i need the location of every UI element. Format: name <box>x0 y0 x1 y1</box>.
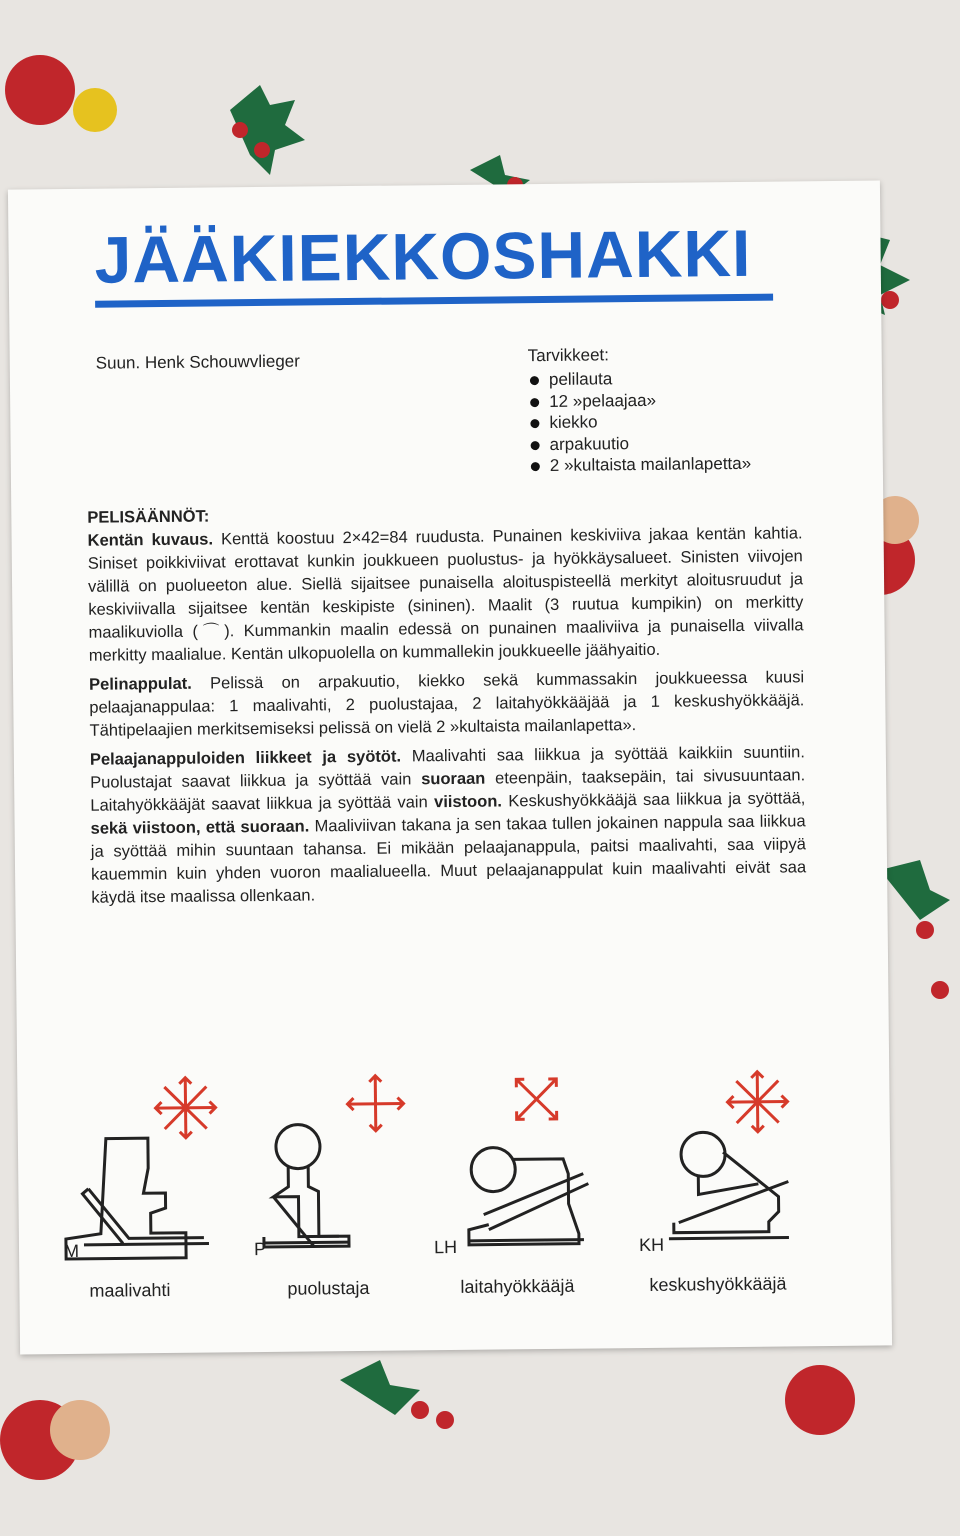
instruction-sheet <box>8 180 892 1354</box>
defender-piece-icon <box>247 1065 429 1267</box>
piece-defender <box>247 1065 430 1317</box>
piece-code: P <box>253 1238 267 1260</box>
all-directions-icon <box>727 1071 788 1132</box>
straight-arrows-icon <box>347 1076 404 1132</box>
rule-text: Kenttä koostuu 2×42=84 ruudusta. Punainen keskiviiva jakaa kentän kahtia. Siniset poikkiviivat erottavat kunkin joukkueen puolustus- ja hyökkäysalueet. Sinisten viivojen välillä on puolueeton alue. Siellä sijaitsee punaisella aloituspisteellä merkityt aloitusruudut ja keskiviivalla sijaitsee kentän keskipiste (sininen). Maalit (3 ruutua kumpikin) on merkitty maalikuviolla (⌒). Kummankin maalin edessä on punainen maaliviiva ja punaisella viivalla merkitty maalialue. Kentän ulkopuolella on kummallekin joukkueelle jäähyaitio. <box>87 524 804 665</box>
piece-name: maalivahti <box>89 1279 171 1301</box>
diagonal-arrows-icon <box>516 1079 556 1119</box>
piece-name: laitahyökkääjä <box>460 1275 575 1297</box>
piece-name: puolustaja <box>287 1277 370 1299</box>
supply-item: pelilauta <box>528 367 751 391</box>
piece-name: keskushyökkääjä <box>649 1273 787 1295</box>
supply-item: 12 »pelaajaa» <box>528 388 751 412</box>
supply-item: kiekko <box>528 410 751 434</box>
rules-section <box>87 499 806 915</box>
author-credit: Suun. Henk Schouwvlieger <box>95 351 300 373</box>
rule-paragraph-pieces <box>89 666 805 742</box>
rule-text: Pelissä on arpakuutio, kiekko sekä kummassakin joukkueessa kuusi pelaajanappulaa: 1 maalivahti, 2 puolustajaa, 2 laitahyökkääjää ja 1 keskushyökkääjä. Tähtipelaajien merkitsemiseksi pelissä on vielä 2 »kultaista mailanlapetta». <box>89 668 805 740</box>
page-title: JÄÄKIEKKOSHAKKI <box>94 215 752 297</box>
rule-emphasis: viistoon. <box>434 792 503 812</box>
piece-legend <box>57 1061 850 1329</box>
rule-lead: Pelinappulat. <box>89 674 192 694</box>
piece-goalkeeper <box>57 1067 240 1319</box>
supplies-list <box>528 344 752 477</box>
title-underline <box>95 294 773 308</box>
wing-forward-piece-icon <box>432 1063 614 1265</box>
rule-emphasis: suoraan <box>421 769 486 789</box>
rule-emphasis: sekä viistoon, että suoraan. <box>90 817 310 838</box>
all-directions-icon <box>155 1077 216 1138</box>
rule-text: Keskushyökkääjä saa liikkua ja syöttää, <box>501 789 806 811</box>
piece-code: KH <box>638 1234 665 1256</box>
supply-item: 2 »kultaista mailanlapetta» <box>529 453 752 477</box>
rule-text: eteenpäin, taaksepäin, tai sivusuuntaan. Laitahyökkääjät saavat liikkua ja syöttää vain <box>90 766 806 815</box>
rule-lead: Pelaajanappuloiden liikkeet ja syötöt. <box>89 747 402 769</box>
rule-text: Maalivahti saa liikkua ja syöttää kaikkiin suuntiin. Puolustajat saavat liikkua ja syöttää vain <box>90 743 805 792</box>
supplies-heading: Tarvikkeet: <box>527 345 610 366</box>
supply-item: arpakuutio <box>529 431 752 455</box>
piece-code: LH <box>433 1236 458 1258</box>
rule-lead: Kentän kuvaus. <box>87 530 214 550</box>
goalkeeper-piece-icon <box>57 1067 239 1269</box>
rule-paragraph-moves <box>90 741 807 909</box>
piece-centre-forward <box>637 1061 820 1313</box>
centre-forward-piece-icon <box>637 1061 819 1263</box>
rule-paragraph-field <box>87 522 803 667</box>
rule-text: Maaliviivan takana ja sen takaa tullen jokainen nappula saa liikkua ja syöttää mihin suuntaan tahansa. Ei mikään pelaajanappula, paitsi maalivahti, saa viipyä kauemmin kuin yhden vuoron maalialueella. Muut pelaajanappulat kuin maalivahti eivät saa käydä itse maalissa ollenkaan. <box>90 812 807 907</box>
piece-wing-forward <box>432 1063 615 1315</box>
rules-heading: PELISÄÄNNÖT: <box>87 507 210 527</box>
piece-code: M <box>63 1240 80 1262</box>
